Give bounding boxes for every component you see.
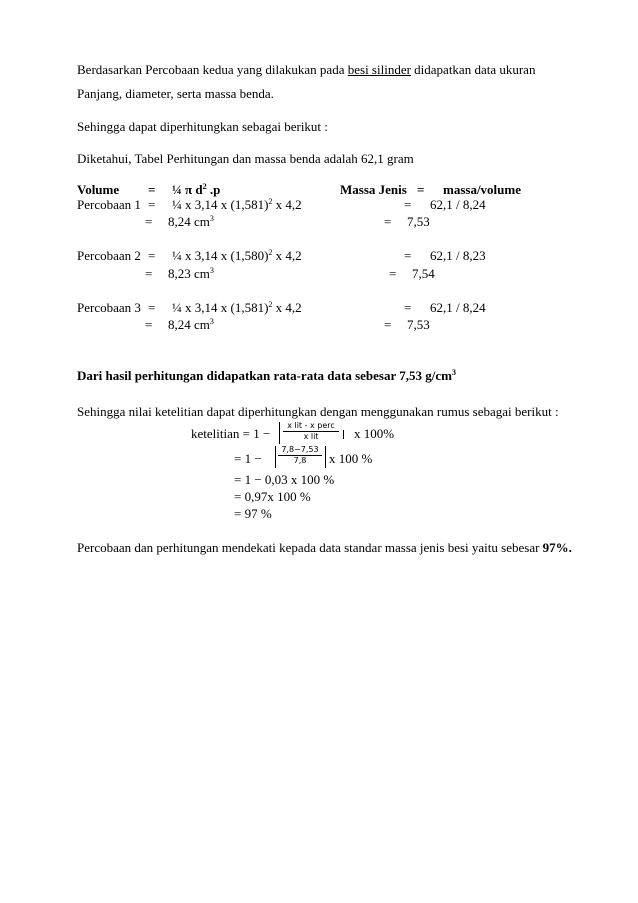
percobaan-2-eq: = [148, 248, 156, 263]
fraction-1 [283, 421, 339, 442]
diketahui-line: Diketahui, Tabel Perhitungan dan massa benda adalah 62,1 gram [77, 151, 414, 166]
conclusion-line: Percobaan dan perhitungan mendekati kepada data standar massa jenis besi yaitu sebesar 97%. [77, 540, 572, 555]
abs-bar-left-1 [279, 422, 280, 444]
fraction-2 [278, 445, 322, 466]
percobaan-2-calc: ¼ x 3,14 x $(1,580)^2$ x 4,2 [172, 248, 302, 263]
ketelitian-line-5: = 97 % [234, 506, 272, 521]
ketelitian-line-2-lhs: = 1 − [234, 451, 262, 466]
intro-text-pre: Berdasarkan Percobaan kedua yang dilakukan pada [77, 62, 348, 77]
percobaan-2-eq2-right: = [389, 266, 397, 281]
percobaan-3-massa-jenis: 7,53 [407, 317, 430, 332]
ketelitian-line-4: = 0,97x 100 % [234, 489, 311, 504]
percobaan-1-mj-calc: 62,1 / 8,24 [430, 197, 486, 212]
intro-underlined: besi silinder [347, 62, 411, 77]
fraction-1-denominator: x lit [303, 432, 319, 441]
percobaan-2-massa-jenis: 7,54 [412, 266, 435, 281]
header-massa-jenis: Massa Jenis [340, 182, 407, 197]
percobaan-1-calc: ¼ x 3,14 x $(1,581)^2$ x 4,2 [172, 197, 302, 212]
fraction-1-numerator: x lit - x perc [283, 421, 339, 432]
header-massa-volume: massa/volume [443, 182, 521, 197]
percobaan-2-eq2: = [145, 266, 153, 281]
abs-bar-left-2 [275, 446, 276, 468]
percobaan-3-eq: = [148, 300, 156, 315]
header-eq: = [148, 182, 156, 197]
ketelitian-lhs: ketelitian = 1 − [191, 426, 271, 441]
intro-line-1 [77, 62, 535, 78]
header-formula: ¼ π $d^2$ .p [172, 182, 221, 197]
percobaan-2-volume: 8,23 $cm^3$ [168, 266, 214, 281]
percobaan-3-eq-right: = [404, 300, 412, 315]
percobaan-1-eq2-right: = [384, 214, 392, 229]
sehingga-line-1: Sehingga dapat diperhitungkan sebagai berikut : [77, 119, 328, 134]
sehingga-line-2: Sehingga nilai ketelitian dapat diperhitungkan dengan menggunakan rumus sebagai berikut : [77, 404, 559, 419]
hasil-line: Dari hasil perhitungan didapatkan rata-rata data sebesar 7,53 $g/cm^3$ [77, 368, 456, 383]
percobaan-3-mj-calc: 62,1 / 8,24 [430, 300, 486, 315]
ketelitian-tail-2: x 100 % [329, 451, 373, 466]
ketelitian-line-3: = 1 − 0,03 x 100 % [234, 472, 335, 487]
percobaan-3-volume: 8,24 $cm^3$ [168, 317, 214, 332]
percobaan-1-label: Percobaan 1 [77, 197, 141, 212]
percobaan-3-calc: ¼ x 3,14 x $(1,581)^2$ x 4,2 [172, 300, 302, 315]
intro-line-2: Panjang, diameter, serta massa benda. [77, 86, 274, 101]
percobaan-1-eq-right: = [404, 197, 412, 212]
header-eq2: = [417, 182, 425, 197]
ketelitian-tail-1: x 100% [354, 426, 395, 441]
percobaan-2-mj-calc: 62,1 / 8,23 [430, 248, 486, 263]
percobaan-3-label: Percobaan 3 [77, 300, 141, 315]
percobaan-2-eq-right: = [404, 248, 412, 263]
percobaan-3-eq2-right: = [384, 317, 392, 332]
fraction-2-numerator: 7,8−7,53 [278, 445, 322, 456]
percobaan-2-label: Percobaan 2 [77, 248, 141, 263]
abs-bar-right-2 [325, 446, 326, 468]
percobaan-1-massa-jenis: 7,53 [407, 214, 430, 229]
intro-text-post: didapatkan data ukuran [410, 62, 536, 77]
percobaan-3-eq2: = [145, 317, 153, 332]
percobaan-1-eq2: = [145, 214, 153, 229]
percobaan-1-eq: = [148, 197, 156, 212]
fraction-2-denominator: 7,8 [293, 456, 307, 465]
percobaan-1-volume: 8,24 $cm^3$ [168, 214, 214, 229]
header-volume: Volume [77, 182, 120, 197]
abs-bar-right-1 [343, 430, 344, 439]
